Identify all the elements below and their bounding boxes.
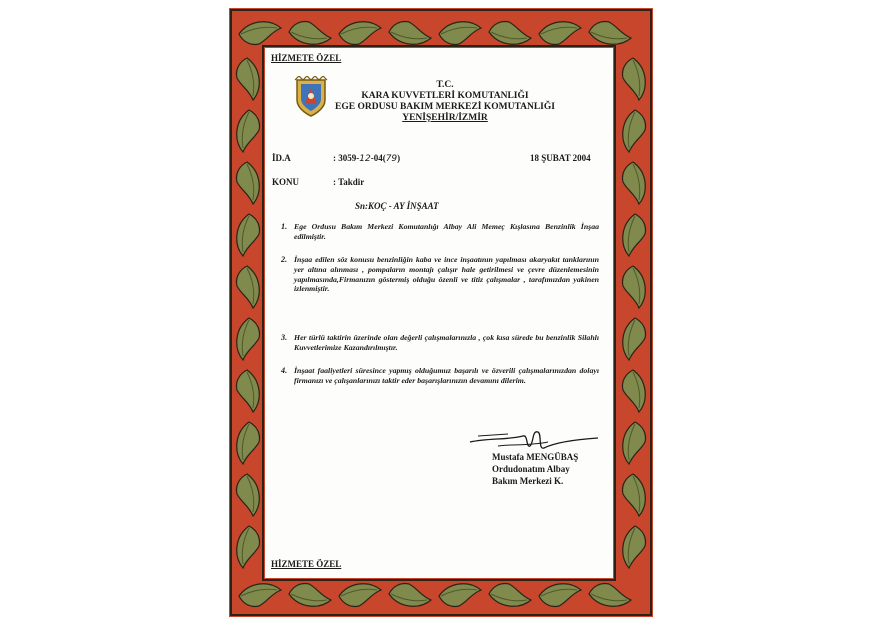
ida-value: : 3059-12-04(79) <box>333 153 401 164</box>
paragraph-number: 4. <box>281 366 288 375</box>
paragraph-text: Her türlü taktirin üzerinde olan değerli çalışmalarınızla , çok kısa sürede bu benzinlik Silahlı Kuvvetlerimize Kazandırılmıştır. <box>294 333 599 352</box>
paragraph-number: 3. <box>281 333 288 342</box>
paragraph-text: İnşaa edilen söz konusu benzinliğin kaba ve ince inşaatının yapılması akaryakıt tanklarının yer altına alınması , pompaların montajı çalışır hale getirilmesi ve çevre düzenlemesinin yapılmasında,Firmanızın göstermiş olduğu özenli ve titiz çalışmalar , tarafımızdan yakinen izlenmiştir. <box>294 255 599 294</box>
paragraph-text: Ege Ordusu Bakım Merkezi Komutanlığı Albay Ali Memeç Kışlasına Benzinlik İnşaa edilmiştir. <box>294 222 599 241</box>
header-tc: T.C. <box>436 80 454 90</box>
signature-title: Bakım Merkezi K. <box>492 476 564 486</box>
letter-paper <box>265 48 613 578</box>
ida-handwritten-2: 79 <box>385 154 398 164</box>
paragraph-text: İnşaat faaliyetleri süresince yapmış olduğumuz başarılı ve özverili çalışmalarınızdan dolayı firmanızı ve çalışanlarınızı taktir eder başarışlarınızın devamını dilerim. <box>294 366 599 385</box>
header-line2: KARA KUVVETLERİ KOMUTANLIĞI <box>361 91 529 101</box>
konu-value: : Takdir <box>333 177 365 187</box>
paragraph-number: 2. <box>281 255 288 264</box>
classification-bottom: HİZMETE ÖZEL <box>271 559 342 569</box>
addressee: Sn:KOÇ - AY İNŞAAT <box>355 201 439 211</box>
signature-name: Mustafa MENGÜBAŞ <box>492 452 579 462</box>
konu-label: KONU <box>272 177 299 187</box>
header-line3: EGE ORDUSU BAKIM MERKEZİ KOMUTANLIĞI <box>335 102 555 112</box>
header-line4: YENİŞEHİR/İZMİR <box>402 113 488 123</box>
signature-rank: Ordudonatım Albay <box>492 464 570 474</box>
letter-date: 18 ŞUBAT 2004 <box>530 153 591 163</box>
ida-label: İD.A <box>272 153 291 163</box>
paragraph-number: 1. <box>281 222 288 231</box>
ida-handwritten-1: 12 <box>359 154 371 164</box>
classification-top: HİZMETE ÖZEL <box>271 53 342 63</box>
